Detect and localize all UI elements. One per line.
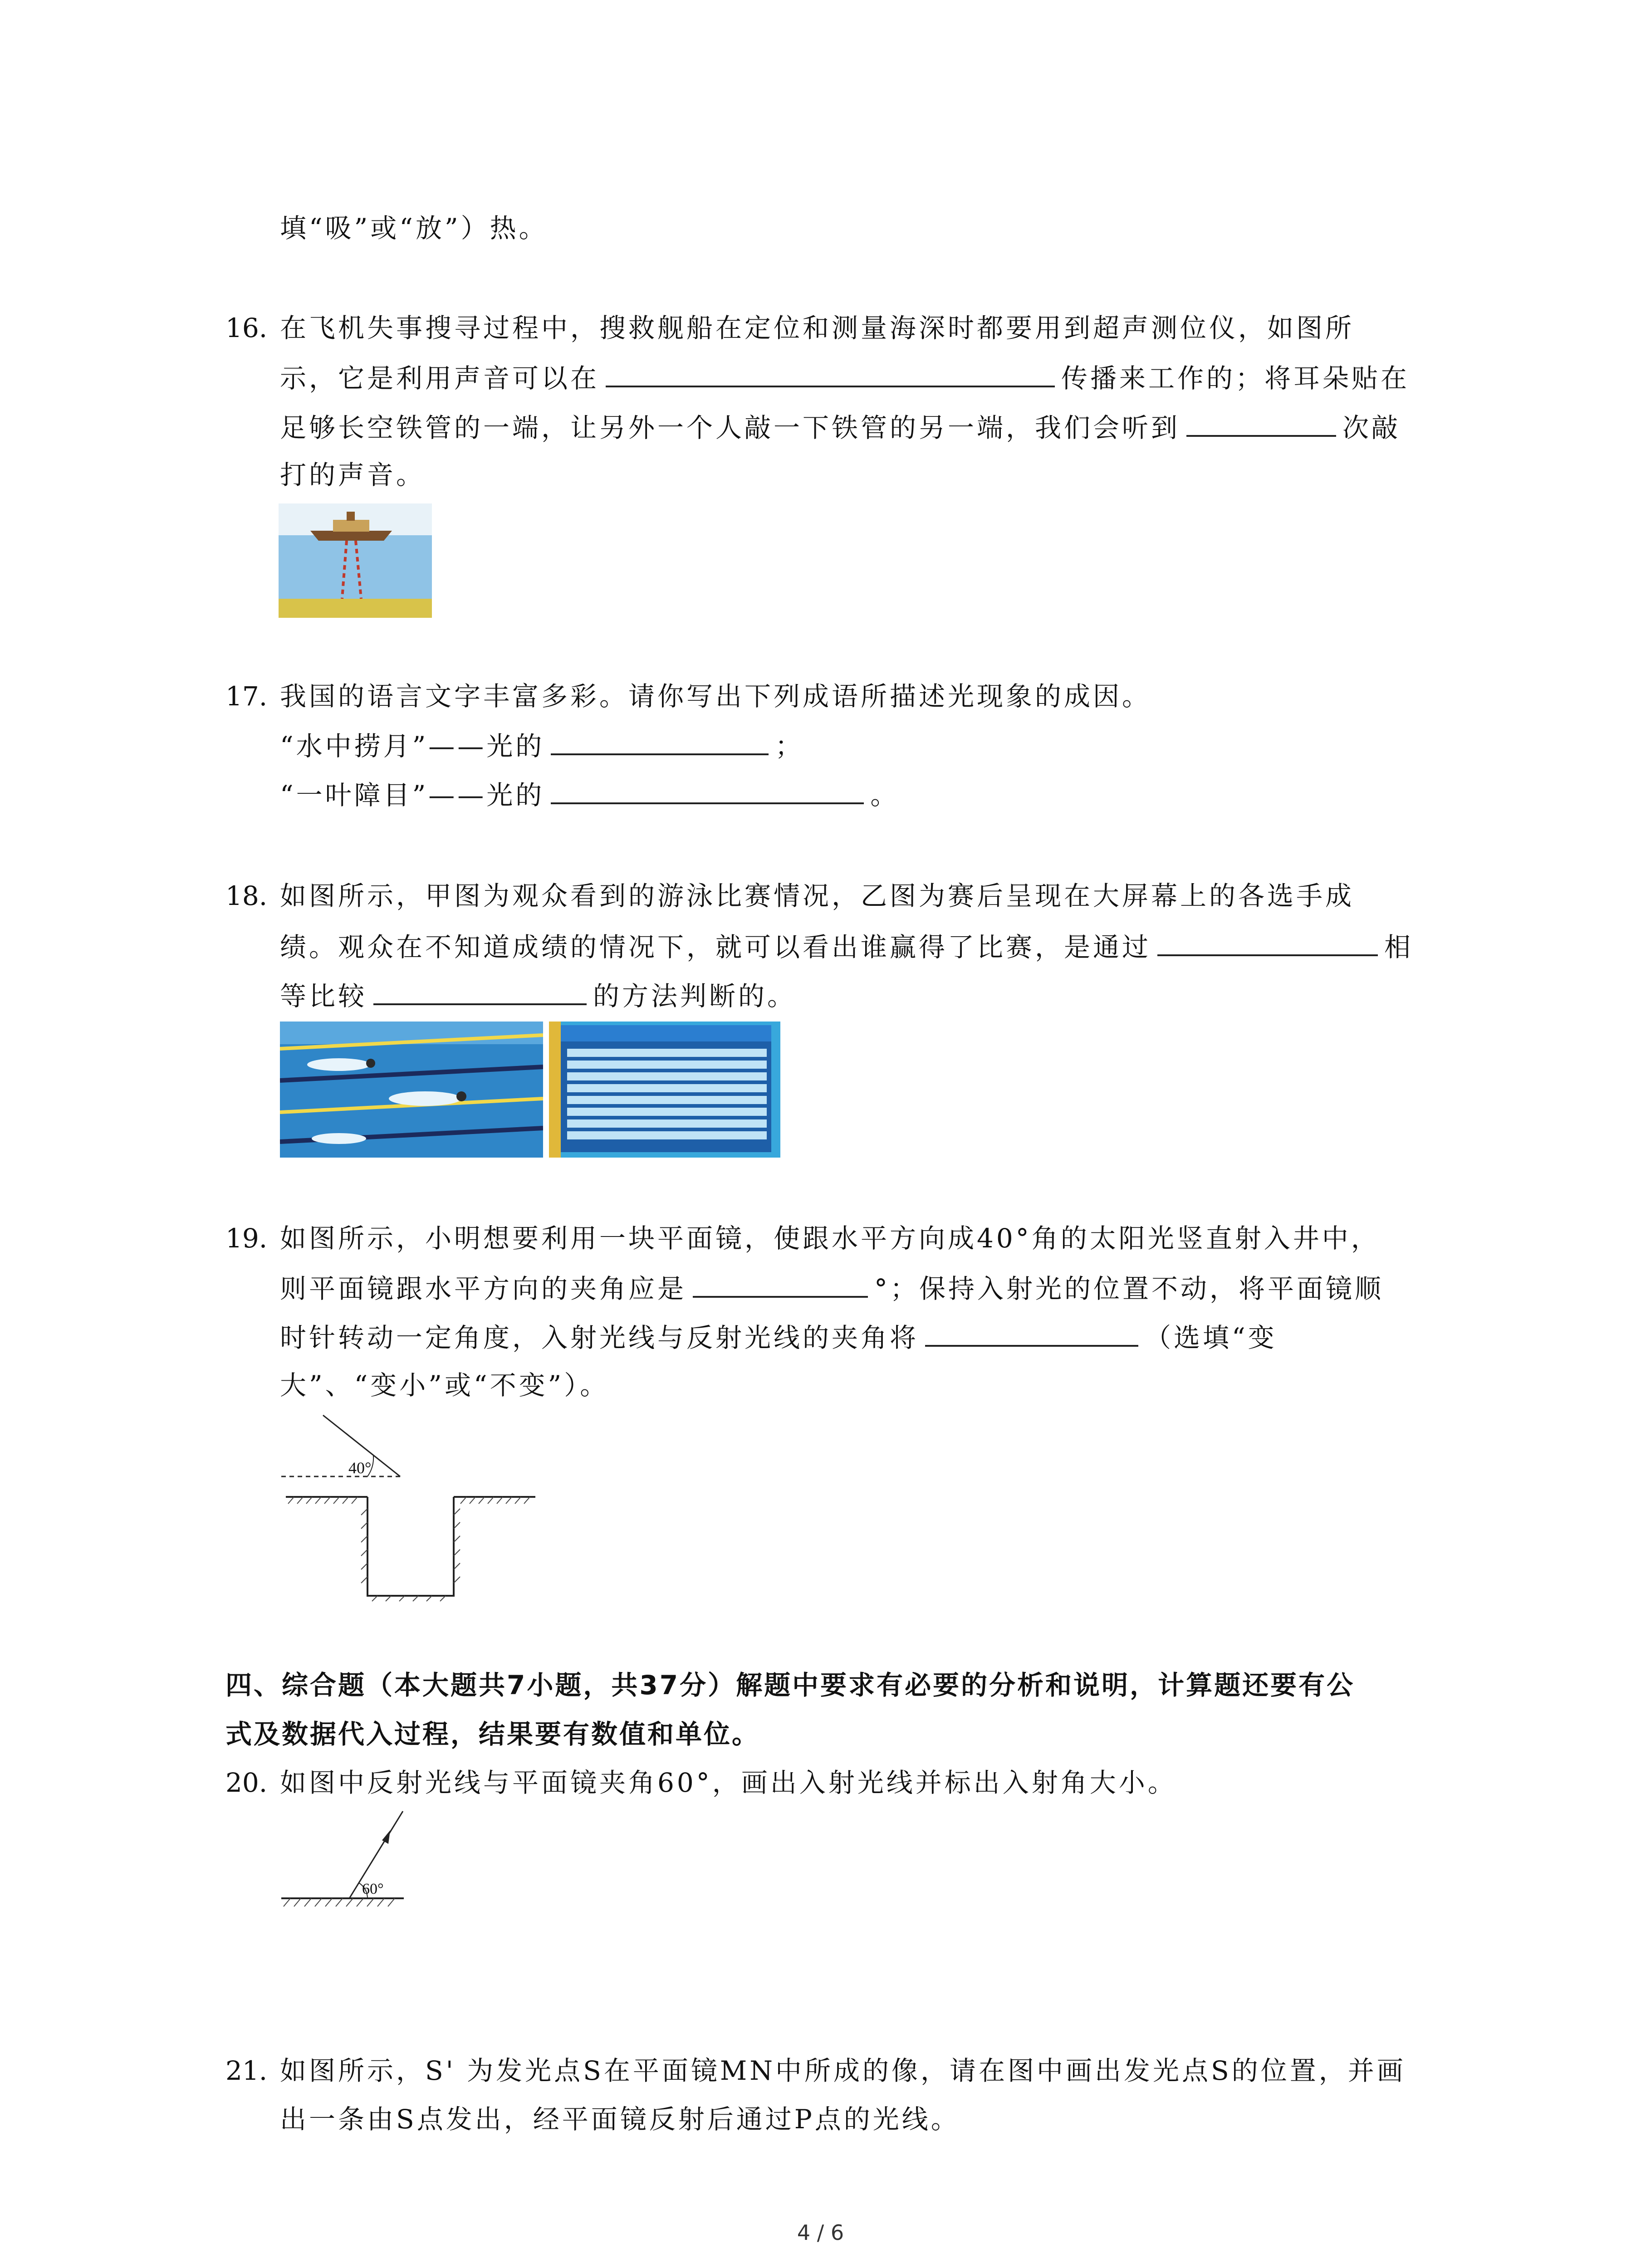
page-number: 4 / 6 <box>797 2220 844 2245</box>
q17-blank-1[interactable] <box>551 729 769 755</box>
q19-text-3a: 时针转动一定角度，入射光线与反射光线的夹角将 <box>280 1322 919 1353</box>
q18-number: 18. <box>225 880 268 911</box>
well-sunlight-figure <box>281 1411 540 1606</box>
section4-heading-line-1: 四、综合题（本大题共7小题，共37分）解题中要求有必要的分析和说明，计算题还要有公 <box>225 1670 1355 1701</box>
q19-text-3b: （选填“变 <box>1145 1322 1277 1353</box>
q19-number: 19. <box>225 1223 268 1254</box>
q18-line-2 <box>280 930 1413 963</box>
q16-text-3b: 次敲 <box>1342 412 1401 443</box>
ship-sonar-figure <box>279 503 432 618</box>
q17-number: 17. <box>225 681 268 712</box>
q19-blank-2[interactable] <box>925 1320 1138 1347</box>
q21-line-2: 出一条由S点发出，经平面镜反射后通过P点的光线。 <box>280 2104 960 2135</box>
q17-line-1: 我国的语言文字丰富多彩。请你写出下列成语所描述光现象的成因。 <box>280 681 1151 712</box>
q17-line-3 <box>280 778 899 811</box>
q17-text-2b: ； <box>775 731 804 762</box>
q18-text-2b: 相 <box>1384 932 1414 963</box>
q15-tail-text: 填“吸”或“放”）热。 <box>280 213 548 244</box>
q18-text-3b: 的方法判断的。 <box>593 981 797 1012</box>
q16-line-4: 打的声音。 <box>280 459 426 490</box>
q16-text-2a: 示，它是利用声音可以在 <box>280 363 600 394</box>
q19-text-2a: 则平面镜跟水平方向的夹角应是 <box>280 1273 687 1304</box>
q17-text-3a: “一叶障目”——光的 <box>280 780 545 811</box>
q20-number: 20. <box>225 1767 268 1798</box>
q18-blank-2[interactable] <box>373 979 587 1005</box>
q18-text-2a: 绩。观众在不知道成绩的情况下，就可以看出谁赢得了比赛，是通过 <box>280 932 1151 963</box>
mirror-reflection-figure <box>281 1808 413 1916</box>
q16-text-2b: 传播来工作的；将耳朵贴在 <box>1061 363 1410 394</box>
q19-line-2 <box>280 1271 1384 1305</box>
q16-line-1: 在飞机失事搜寻过程中，搜救舰船在定位和测量海深时都要用到超声测位仪，如图所 <box>280 313 1355 343</box>
q17-text-3b: 。 <box>870 780 900 811</box>
swimming-pool-photo <box>280 1022 543 1158</box>
q18-blank-1[interactable] <box>1157 930 1378 956</box>
q17-blank-2[interactable] <box>551 778 864 804</box>
q20-line-1: 如图中反射光线与平面镜夹角60°，画出入射光线并标出入射角大小。 <box>280 1767 1177 1798</box>
q18-line-3 <box>280 979 796 1012</box>
fig20-angle-label: 60° <box>362 1881 384 1897</box>
q17-text-2a: “水中捞月”——光的 <box>280 731 545 762</box>
q16-blank-1[interactable] <box>606 361 1055 387</box>
q16-line-2 <box>280 361 1410 394</box>
q19-blank-1[interactable] <box>693 1271 868 1298</box>
q16-line-3 <box>280 411 1401 444</box>
q18-line-1: 如图所示，甲图为观众看到的游泳比赛情况，乙图为赛后呈现在大屏幕上的各选手成 <box>280 880 1355 911</box>
q19-line-3 <box>280 1320 1277 1354</box>
section4-heading-line-2: 式及数据代入过程，结果要有数值和单位。 <box>225 1719 760 1750</box>
q16-blank-2[interactable] <box>1186 411 1336 437</box>
q16-number: 16. <box>225 313 268 343</box>
q19-text-2b: °；保持入射光的位置不动，将平面镜顺 <box>874 1273 1384 1304</box>
q18-text-3a: 等比较 <box>280 981 367 1012</box>
q16-text-3a: 足够长空铁管的一端，让另外一个人敲一下铁管的另一端，我们会听到 <box>280 412 1181 443</box>
q19-line-1: 如图所示，小明想要利用一块平面镜，使跟水平方向成40°角的太阳光竖直射入井中， <box>280 1223 1380 1254</box>
q21-number: 21. <box>225 2055 268 2086</box>
scoreboard-photo <box>549 1022 780 1158</box>
fig19-angle-label: 40° <box>348 1459 372 1477</box>
q17-line-2 <box>280 729 804 762</box>
q19-line-4: 大”、“变小”或“不变”）。 <box>280 1370 609 1401</box>
q21-line-1: 如图所示，S' 为发光点S在平面镜MN中所成的像，请在图中画出发光点S的位置，并画 <box>280 2055 1406 2086</box>
